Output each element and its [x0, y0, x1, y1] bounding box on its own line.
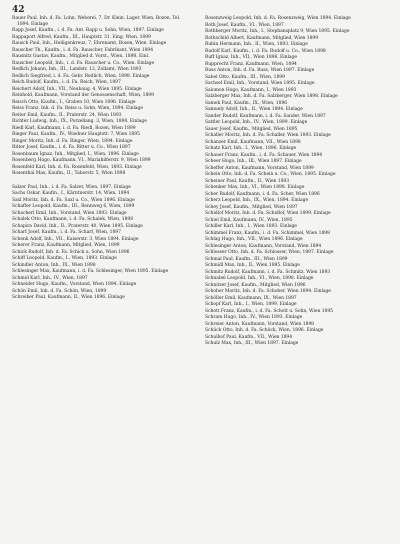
directory-entry: Schalek Otto, Kaufmann, i. d. Fa. Schalek, Wien, 1898	[12, 217, 134, 222]
directory-entry: Redlich Siegfried, i. d. Fa. Gebr. Redlich, Wien, 1898. Einlage	[12, 73, 150, 79]
directory-entry: Schulhof Paul, Kaufm., VII., Wien 1894	[205, 334, 293, 340]
directory-entry: Rieger Paul, Kaufm., IV., Wiedner Hauptstr. 7, Wien 1895	[12, 132, 140, 137]
directory-entry: Schenker Max, Inh., VI., Wien 1898. Einlage	[205, 185, 305, 190]
directory-entry: Rausnitz Gustav, Kaufm., Mitglied d. Vorst., Wien, 1898. Einl.	[12, 54, 150, 59]
left-column	[12, 16, 193, 302]
directory-entry: Schöller Emil, Kaufmann, IX., Wien 1897	[205, 295, 297, 301]
directory-entry: Schiller Karl, Inh., I., Wien 1893. Einlage	[205, 224, 297, 229]
directory-entry: Schön Emil, Inh. d. Fa. Schön, Wien, 1899	[12, 288, 107, 294]
directory-entry: Sachs Oskar, Kaufm., I., Kärntnerstr. 14, Wien, 1894	[12, 191, 130, 196]
directory-entry: Schlesinger Max, Kaufmann, i. d. Fa. Schlesinger, Wien 1895. Einlage	[12, 269, 169, 274]
right-column-block	[205, 16, 386, 347]
directory-entry: Rosenfeld Karl, Inh. d. Fa. Rosenfeld, Wien, 1893. Einlage	[12, 164, 142, 170]
directory-entry: Reiter Emil, Kaufm., II., Praterstr. 24, Wien 1893	[12, 112, 122, 118]
directory-entry: Schlesinger Anton, Kaufmann, Vorstand, Wien 1894	[205, 243, 322, 249]
directory-entry: Schober Moritz, Inh. d. Fa. Schober, Wien 1894. Einlage	[205, 289, 331, 294]
directory-entry: Schiff Leopold, Kaufm., I., Wien, 1893. Einlage	[12, 256, 117, 261]
directory-entry: Schey Josef, Kaufm., Mitglied, Wien 1897	[205, 204, 298, 210]
directory-entry: Schreier Anton, Kaufmann, Vorstand, Wien 1898	[205, 321, 314, 327]
directory-entry: Schück Otto, Inh. d. Fa. Schück, Wien, 1896. Einlage	[205, 328, 324, 333]
right-column	[205, 16, 386, 348]
directory-entry: Riedl Karl, Kaufmann, i. d. Fa. Riedl, Bozen, Wien 1899	[12, 125, 136, 131]
directory-entry: Schneider Hugo, Kaufm., Vorstand, Wien 1894. Einlage	[12, 282, 137, 287]
directory-entry: Richter Ludwig, Inh., IX., Porzellang. 3, Wien, 1898. Einlage	[12, 119, 147, 124]
directory-entry: Schreiber Paul, Kaufmann, II., Wien 1896. Einlage	[12, 295, 125, 300]
directory-entry: Scher Rudolf, Kaufmann, i. d. Fa. Scher, Wien 1896	[205, 191, 320, 197]
directory-entry: Scherz Leopold, Inh., IX., Wien, 1894. Einlage	[205, 198, 309, 203]
directory-entry: Samek Paul, Kaufm., IX., Wien, 1896	[205, 100, 288, 106]
directory-entry: Schein Otto, Inh. d. Fa. Schein u. Co., Wien, 1895. Einlage	[205, 172, 336, 177]
directory-entry: Schulz Max, Inh., III., Wien 1897. Einlage	[205, 341, 299, 346]
directory-entry: Reiss Franz, Inh. d. Fa. Reiss u. Sohn, Wien, 1894. Einlage	[12, 106, 143, 111]
directory-entry: Sauer Josef, Kaufm., Mitglied, Wien 1895	[205, 126, 298, 132]
directory-entry: Rauscher Leopold, Inh., i. d. Fa. Rauscher u. Co., Wien. Einlage	[12, 60, 155, 66]
page-number: 42	[12, 5, 25, 15]
left-column-bottom-block	[12, 185, 193, 301]
directory-entry: Reichert Adolf, Inh., VII., Neubaug. 4, Wien 1895. Einlage	[12, 86, 142, 92]
directory-entry: Schauer Franz, Kaufm., i. d. Fa. Schauer, Wien 1894	[205, 152, 323, 158]
directory-entry: Rappaport Alfred, Kaufm., III., Hauptstr. 31. Eing. Wien, 1899	[12, 34, 151, 40]
directory-entry: Reisch Otto, Kaufm., I., Graben 10, Wien 1896. Einlage	[12, 99, 136, 105]
directory-entry: Sabel Otto, Kaufm., III., Wien, 1899	[205, 74, 285, 80]
directory-entry: Schaffer Leopold, Kaufm., III., Rennweg 6, Wien, 1899	[12, 204, 135, 209]
directory-entry: Schick Rudolf, Inh. d. Fa. Schick u. Sohn, Wien 1896	[12, 249, 130, 255]
directory-entry: Scharf Josef, Kaufm., i. d. Fa. Scharf, Wien, 1897	[12, 230, 121, 235]
directory-entry: Schimmel Franz, Kaufm., i. d. Fa. Schimmel, Wien 1898	[205, 230, 330, 236]
directory-entry: Scherer Franz, Kaufmann, Mitglied, Wien, 1899	[12, 243, 120, 248]
directory-entry: Schnabel Leopold, Inh., VI., Wien, 1898. Einlage	[205, 276, 314, 281]
directory-entry: Reich Rudolf, Kaufm., i. d. Fa. Reich, Wien, 1897	[12, 80, 121, 85]
directory-entry: Ruff Ignaz, Inh., VII., Wien 1896. Einlage	[205, 55, 297, 60]
directory-entry: Scheer Hugo, Inh., III., Wien 1897. Einlage	[205, 159, 302, 164]
left-column-top-block	[12, 16, 193, 177]
directory-entry: Schindler Anton, Inh., IX., Wien 1898	[12, 262, 96, 268]
directory-entry: Schmid Karl, Inh., IV., Wien, 1897	[12, 275, 88, 281]
directory-entry: Ringer Moritz, Inh. d. Fa. Ringer, Wien, 1894. Einlage	[12, 138, 133, 144]
directory-entry: Schapira David, Inh., II., Praterstr. 40, Wien 1895. Einlage	[12, 223, 143, 229]
directory-entry: Redlich Johann, Inh., III., Landstr. 12, Zollamt, Wien 1893	[12, 67, 142, 72]
directory-entry: Schmidl Max, Inh., II., Wien 1895. Einlage	[205, 263, 300, 268]
directory-entry: Schram Hugo, Inh., IV., Wien 1893. Einlage	[205, 315, 303, 320]
directory-entry: Rothberger Moritz, Inh., I., Stephansplatz 9, Wien 1895. Einlage	[205, 29, 350, 34]
directory-entry: Schlosser Otto, Inh. d. Fa. Schlosser, Wien, 1897. Einlage	[205, 250, 334, 255]
directory-entry: Sattler Leopold, Inh., IV., Wien, 1899. Einlage	[205, 120, 308, 125]
directory-entry: Rauer Paul, Inh. d. Fa. Lohn, Weberei, 7, Dr. Klein. Lager. Wien, Bozen, Tel. 1894. Einlage	[12, 16, 181, 27]
directory-entry: Rausch Paul, Inh., Heiligenkreuz, 7, Ehrenamt, Bozen, Wien. Einlage	[12, 41, 167, 46]
directory-entry: Schidlof Moritz, Inh. d. Fa. Schidlof, Wien 1899. Einlage	[205, 211, 331, 216]
directory-entry: Samuely Adolf, Inh., II., Wien 1894. Einlage	[205, 107, 303, 112]
directory-entry: Ritter Josef, Kaufm., i. d. Fa. Ritter u. Co., Wien 1897	[12, 145, 131, 150]
directory-entry: Schacherl Emil, Inh., Vorstand, Wien 1893. Einlage	[12, 210, 127, 216]
directory-entry: Rauscher Th., Kaufm., i. d. Fa. Rauscher, Fabrikant, Wien 1894	[12, 47, 154, 53]
directory-entry: Russ Anton, Inh. d. Fa. Russ, Wien 1897. Einlage	[205, 68, 315, 73]
directory-entry: Rupprecht Franz, Kaufmann, Wien, 1894	[205, 61, 297, 67]
directory-entry: Schatz Karl, Inh., I., Wien, 1896. Einlage	[205, 146, 297, 151]
directory-entry: Saxl Moritz, Inh. d. Fa. Saxl u. Co., Wien 1896. Einlage	[12, 197, 135, 203]
directory-entry: Schott Franz, Kaufm., i. d. Fa. Schott u. Sohn, Wien 1895	[205, 308, 333, 314]
directory-entry: Roth Josef, Kaufm., VI., Wien, 1897	[205, 22, 284, 28]
directory-entry: Salomon Hugo, Kaufmann, I., Wien 1893	[205, 87, 297, 93]
directory-entry: Scheiner Paul, Kaufm., II., Wien 1893	[205, 178, 290, 184]
directory-entry: Schmal Paul, Kaufm., III., Wien 1899	[205, 256, 288, 262]
directory-entry: Rudolf Karl, Kaufm., i. d. Fa. Rudolf u. Co., Wien 1898	[205, 48, 326, 54]
directory-entry: Scheffer Anton, Kaufmann, Vorstand, Wien 1899	[205, 165, 314, 171]
directory-entry: Salzer Paul, Inh., i. d. Fa. Salzer, Wien, 1897. Einlage	[12, 184, 131, 190]
directory-entry: Rosenberg Hugo, Kaufmann, VI., Mariahilferstr. 9, Wien 1899	[12, 158, 151, 163]
directory-entry: Schopf Karl, Inh., I., Wien, 1899. Einlage	[205, 302, 297, 307]
directory-entry: Rothschild Albert, Kaufmann, Mitglied, Wien 1899	[205, 35, 319, 41]
directory-entry: Schlag Hugo, Inh., VII., Wien 1896. Einlage	[205, 237, 303, 242]
directory-entry: Schmitz Rudolf, Kaufmann, i. d. Fa. Schmitz, Wien 1893	[205, 269, 331, 275]
directory-entry: Schanzer Emil, Kaufmann, VII., Wien 1898	[205, 139, 301, 145]
directory-entry: Rosenzweig Leopold, Inh. d. Fa. Rosenzweig, Wien 1894. Einlage	[205, 16, 351, 21]
directory-entry: Reinhold, Kaufmann, Vorstand der Genossenschaft, Wien, 1899	[12, 93, 154, 98]
directory-entry: Schnitzer Josef, Kaufm., Mitglied, Wien 1896	[205, 282, 306, 288]
directory-entry: Salzberger Max, Inh. d. Fa. Salzberger, Wien 1898. Einlage	[205, 94, 338, 99]
directory-entry: Sander Rudolf, Kaufmann, i. d. Fa. Sander, Wien 1897	[205, 113, 326, 119]
column-gap	[12, 178, 193, 185]
directory-entry: Rosenthal Max, Kaufm., II., Taborstr. 5, Wien 1898	[12, 171, 126, 176]
directory-entry: Rapp Josef, Kaufm., i. d. Fa. Ant. Rapp u. Sohn, Wien, 1897. Einlage	[12, 28, 164, 33]
directory-entry: Schenk Adolf, Inh., VII., Kaiserstr. 3, Wien 1894. Einlage	[12, 236, 139, 242]
directory-entry: Rubin Hermann, Inh., II., Wien, 1893. Einlage	[205, 42, 308, 47]
directory-entry: Rosenbaum Ignaz, Inh., Mitglied, I., Wien, 1896. Einlage	[12, 151, 139, 157]
directory-entry: Sachsel Emil, Inh., Vorstand, Wien 1895. Einlage	[205, 81, 315, 86]
directory-entry: Schiel Emil, Kaufmann, IV., Wien, 1895	[205, 217, 293, 223]
directory-entry: Schaller Moritz, Inh. d. Fa. Schaller, Wien 1893. Einlage	[205, 133, 331, 138]
